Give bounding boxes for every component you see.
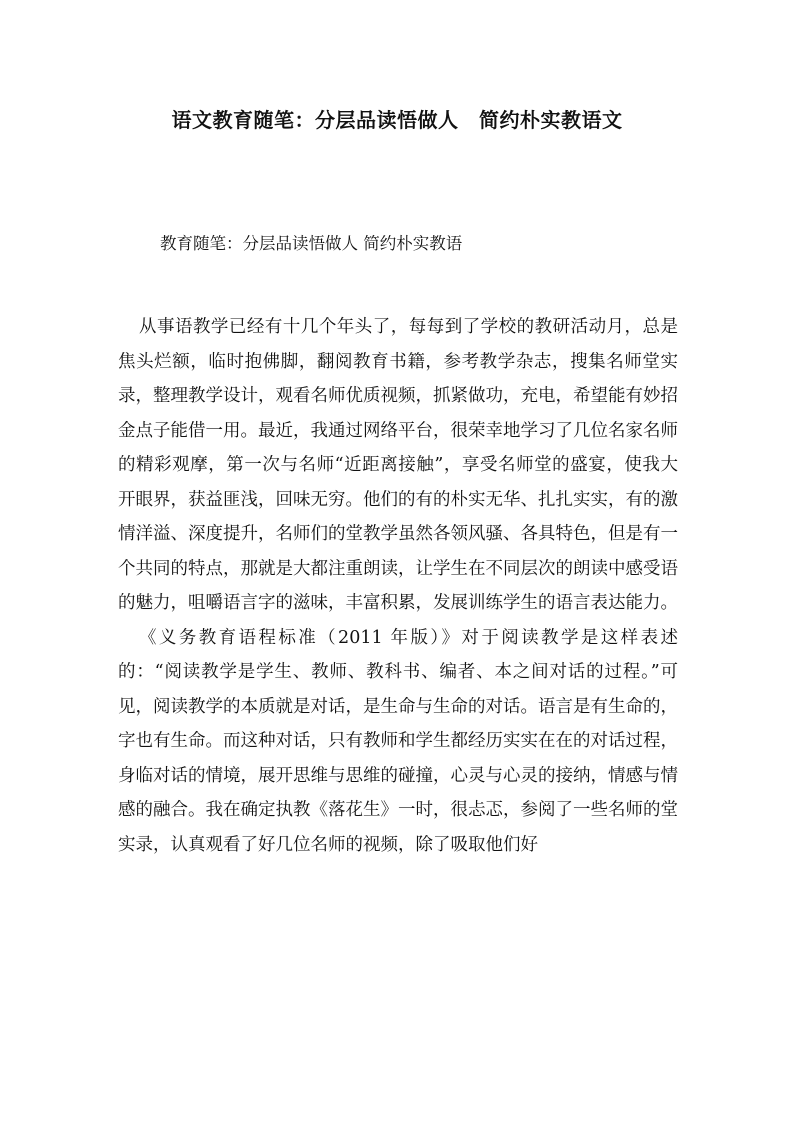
document-subtitle: 教育随笔：分层品读悟做人 简约朴实教语 — [160, 234, 463, 253]
paragraph: 《义务教育语程标准（2011 年版）》对于阅读教学是这样表述的：“阅读教学是学生、教师、教科书、编者、本之间对话的过程。”可见，阅读教学的本质就是对话，是生命与生命的对话。语言是有生命的，字也有生命。而这种对话，只有教师和学生都经历实实在在的对话过程，身临对话的情境，展开思维与思维的碰撞，心灵与心灵的接纳，情感与情感的融合。我在确定执教《落花生》一时，很忐忑，参阅了一些名师的堂实录，认真观看了好几位名师的视频，除了吸取他们好 — [118, 627, 678, 855]
document-title: 语文教育随笔：分层品读悟做人 简约朴实教语文 — [171, 108, 623, 132]
paragraph: 从事语教学已经有十几个年头了，每每到了学校的教研活动月，总是焦头烂额，临时抱佛脚，翻阅教育书籍，参考教学杂志，搜集名师堂实录，整理教学设计，观看名师优质视频，抓紧做功，充电，希望能有妙招金点子能借一用。最近，我通过网络平台，很荣幸地学习了几位名家名师的精彩观摩，第一次与名师“近距离接触”，享受名师堂的盛宴，使我大开眼界，获益匪浅，回味无穷。他们的有的朴实无华、扎扎实实，有的激情洋溢、深度提升，名师们的堂教学虽然各领风骚、各具特色，但是有一个共同的特点，那就是大都注重朗读，让学生在不同层次的朗读中感受语的魅力，咀嚼语言字的滋味，丰富积累，发展训练学生的语言表达能力。 — [118, 317, 678, 613]
document-body — [118, 310, 678, 862]
